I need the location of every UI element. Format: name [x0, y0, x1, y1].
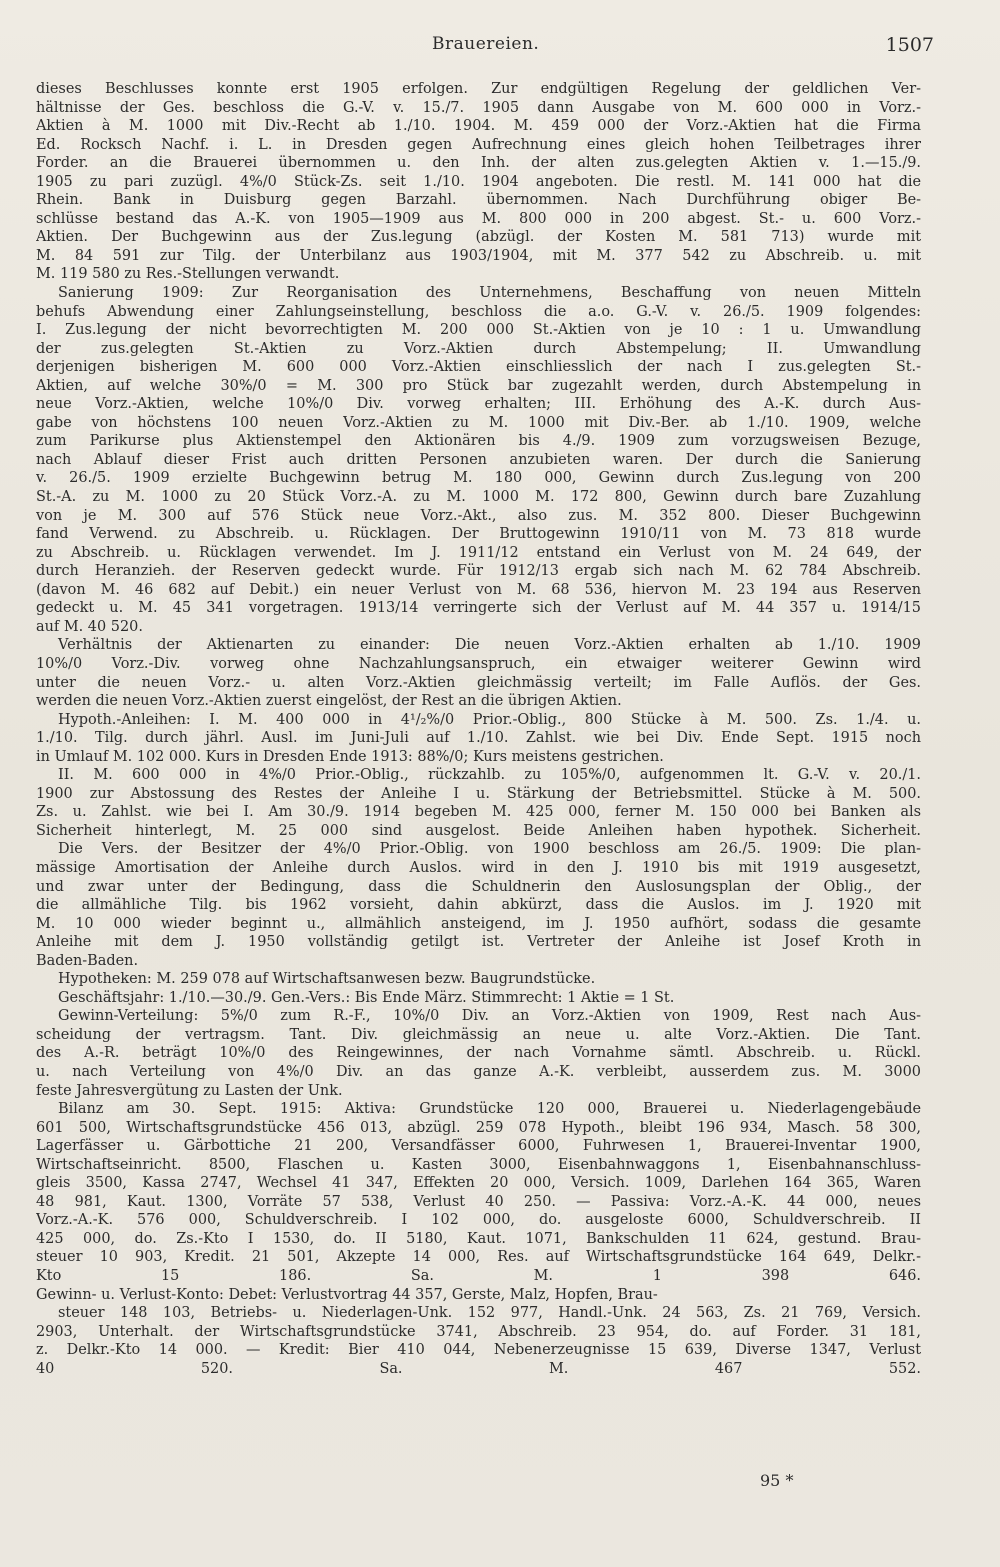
text-line: 48 981, Kaut. 1300, Vorräte 57 538, Verlust 40 250. — Passiva: Vorz.-A.-K. 44 000, neues: [36, 1193, 921, 1210]
text-line: des A.-R. beträgt 10%/0 des Reingewinnes, der nach Vornahme sämtl. Abschreib. u. Rückl.: [36, 1045, 921, 1062]
text-line: u. nach Verteilung von 4%/0 Div. an das ganze A.-K. verbleibt, ausserdem zus. M. 3000: [36, 1063, 921, 1080]
text-line: Sanierung 1909: Zur Reorganisation des Unternehmens, Beschaffung von neuen Mitteln: [58, 285, 921, 302]
text-line: Gewinn- u. Verlust-Konto: Debet: Verlustvortrag 44 357, Gerste, Malz, Hopfen, Brau-: [36, 1286, 658, 1303]
text-line: St.-A. zu M. 1000 zu 20 Stück Vorz.-A. zu M. 1000 M. 172 800, Gewinn durch bare Zuzahlung: [36, 489, 921, 506]
text-line: 1905 zu pari zuzügl. 4%/0 Stück-Zs. seit 1./10. 1904 angeboten. Die restl. M. 141 000 hat die: [36, 173, 921, 190]
text-line: M. 84 591 zur Tilg. der Unterbilanz aus 1903/1904, mit M. 377 542 zu Abschreib. u. mit: [36, 247, 921, 264]
text-line: feste Jahresvergütung zu Lasten der Unk.: [36, 1082, 343, 1099]
text-line: z. Delkr.-Kto 14 000. — Kredit: Bier 410 044, Nebenerzeugnisse 15 639, Diverse 1347, Verlust: [36, 1342, 921, 1359]
text-line: v. 26./5. 1909 erzielte Buchgewinn betrug M. 180 000, Gewinn durch Zus.legung von 200: [36, 470, 921, 487]
text-line: unter die neuen Vorz.- u. alten Vorz.-Aktien gleichmässig verteilt; im Falle Auflös. der Ges.: [36, 674, 921, 691]
text-line: 601 500, Wirtschaftsgrundstücke 456 013, abzügl. 259 078 Hypoth., bleibt 196 934, Masch. 58 300,: [36, 1119, 921, 1136]
text-line: dieses Beschlusses konnte erst 1905 erfolgen. Zur endgültigen Regelung der geldlichen Ver-: [36, 81, 921, 97]
text-line: behufs Abwendung einer Zahlungseinstellung, beschloss die a.o. G.-V. v. 26./5. 1909 folgendes:: [36, 303, 921, 320]
text-line: Die Vers. der Besitzer der 4%/0 Prior.-Oblig. von 1900 beschloss am 26./5. 1909: Die plan-: [58, 841, 921, 858]
section-title: Brauereien.: [432, 34, 540, 54]
text-line: Bilanz am 30. Sept. 1915: Aktiva: Grundstücke 120 000, Brauerei u. Niederlagengebäude: [58, 1101, 921, 1118]
text-line: mässige Amortisation der Anleihe durch Auslos. wird in den J. 1910 bis mit 1919 ausgesetzt,: [36, 859, 921, 876]
text-line: Anleihe mit dem J. 1950 vollständig getilgt ist. Vertreter der Anleihe ist Josef Kroth in: [36, 934, 921, 951]
text-line: II. M. 600 000 in 4%/0 Prior.-Oblig., rückzahlb. zu 105%/0, aufgenommen lt. G.-V. v. 20./1.: [58, 767, 921, 784]
text-line: Verhältnis der Aktienarten zu einander: Die neuen Vorz.-Aktien erhalten ab 1./10. 1909: [58, 637, 921, 654]
text-line: schlüsse bestand das A.-K. von 1905—1909 aus M. 800 000 in 200 abgest. St.- u. 600 Vorz.-: [36, 210, 921, 227]
text-line: nach Ablauf dieser Frist auch dritten Personen anzubieten waren. Der durch die Sanierung: [36, 451, 921, 468]
text-line: I. Zus.legung der nicht bevorrechtigten M. 200 000 St.-Aktien von je 10 : 1 u. Umwandlung: [36, 322, 921, 339]
text-line: 2903, Unterhalt. der Wirtschaftsgrundstücke 3741, Abschreib. 23 954, do. auf Forder. 31 181,: [36, 1323, 921, 1340]
text-line: steuer 148 103, Betriebs- u. Niederlagen-Unk. 152 977, Handl.-Unk. 24 563, Zs. 21 769, Versich.: [58, 1305, 921, 1322]
text-line: neue Vorz.-Aktien, welche 10%/0 Div. vorweg erhalten; III. Erhöhung des A.-K. durch Aus-: [36, 396, 921, 413]
text-line: Zs. u. Zahlst. wie bei I. Am 30./9. 1914 begeben M. 425 000, ferner M. 150 000 bei Banken als: [36, 804, 921, 821]
text-line: Ed. Rocksch Nachf. i. L. in Dresden gegen Aufrechnung eines gleich hohen Teilbetrages ihrer: [36, 136, 921, 153]
text-line: Aktien à M. 1000 mit Div.-Recht ab 1./10. 1904. M. 459 000 der Vorz.-Aktien hat die Firma: [36, 118, 921, 135]
text-line: 10%/0 Vorz.-Div. vorweg ohne Nachzahlungsanspruch, ein etwaiger weiterer Gewinn wird: [36, 655, 921, 672]
signature-mark: 95 *: [760, 1471, 794, 1490]
text-line: werden die neuen Vorz.-Aktien zuerst eingelöst, der Rest an die übrigen Aktien.: [36, 693, 622, 710]
text-line: durch Heranzieh. der Reserven gedeckt wurde. Für 1912/13 ergab sich nach M. 62 784 Abschreib.: [36, 563, 921, 580]
text-line: Hypotheken: M. 259 078 auf Wirtschaftsanwesen bezw. Baugrundstücke.: [58, 971, 596, 988]
text-line: Wirtschaftseinricht. 8500, Flaschen u. Kasten 3000, Eisenbahnwaggons 1, Eisenbahnanschluss-: [36, 1156, 921, 1173]
text-line: Hypoth.-Anleihen: I. M. 400 000 in 4¹/₂%/0 Prior.-Oblig., 800 Stücke à M. 500. Zs. 1./4. u.: [58, 711, 921, 728]
text-line: gabe von höchstens 100 neuen Vorz.-Aktien zu M. 1000 mit Div.-Ber. ab 1./10. 1909, welche: [36, 414, 921, 431]
page-number: 1507: [885, 34, 934, 56]
running-head: [0, 34, 1000, 60]
text-line: Gewinn-Verteilung: 5%/0 zum R.-F., 10%/0 Div. an Vorz.-Aktien von 1909, Rest nach Aus-: [58, 1008, 921, 1025]
article-body: [36, 80, 921, 1378]
text-line: in Umlauf M. 102 000. Kurs in Dresden Ende 1913: 88%/0; Kurs meistens gestrichen.: [36, 748, 664, 765]
text-line: gleis 3500, Kassa 2747, Wechsel 41 347, Effekten 20 000, Versich. 1009, Darlehen 164 365, Waren: [36, 1175, 921, 1192]
text-line: Aktien, auf welche 30%/0 = M. 300 pro Stück bar zugezahlt werden, durch Abstempelung in: [36, 377, 921, 394]
text-line: Lagerfässer u. Gärbottiche 21 200, Versandfässer 6000, Fuhrwesen 1, Brauerei-Inventar 1900,: [36, 1138, 921, 1155]
text-line: und zwar unter der Bedingung, dass die Schuldnerin den Auslosungsplan der Oblig., der: [36, 878, 921, 895]
text-line: gedeckt u. M. 45 341 vorgetragen. 1913/14 verringerte sich der Verlust auf M. 44 357 u. 1914/15: [36, 600, 921, 617]
text-line: Vorz.-A.-K. 576 000, Schuldverschreib. I 102 000, do. ausgeloste 6000, Schuldverschreib. II: [36, 1212, 921, 1229]
text-line: scheidung der vertragsm. Tant. Div. gleichmässig an neue u. alte Vorz.-Aktien. Die Tant.: [36, 1026, 921, 1043]
text-line: steuer 10 903, Kredit. 21 501, Akzepte 14 000, Res. auf Wirtschaftsgrundstücke 164 649, Delkr.-: [36, 1249, 921, 1266]
text-line: Sicherheit hinterlegt, M. 25 000 sind ausgelost. Beide Anleihen haben hypothek. Sicherheit.: [36, 822, 921, 839]
text-line: der zus.gelegten St.-Aktien zu Vorz.-Aktien durch Abstempelung; II. Umwandlung: [36, 340, 921, 357]
text-line: derjenigen bisherigen M. 600 000 Vorz.-Aktien einschliesslich der nach I zus.gelegten St.-: [36, 359, 921, 376]
text-line: auf M. 40 520.: [36, 618, 143, 635]
text-line: zu Abschreib. u. Rücklagen verwendet. Im J. 1911/12 entstand ein Verlust von M. 24 649, der: [36, 544, 921, 561]
text-line: hältnisse der Ges. beschloss die G.-V. v. 15./7. 1905 dann Ausgabe von M. 600 000 in Vorz.-: [36, 99, 921, 116]
text-line: M. 10 000 wieder beginnt u., allmählich ansteigend, im J. 1950 aufhört, sodass die gesamte: [36, 915, 921, 932]
text-line: 1./10. Tilg. durch jährl. Ausl. im Juni-Juli auf 1./10. Zahlst. wie bei Div. Ende Sept. 1915 noch: [36, 730, 921, 747]
text-line: 425 000, do. Zs.-Kto I 1530, do. II 5180, Kaut. 1071, Bankschulden 11 624, gestund. Brau-: [36, 1230, 921, 1247]
text-line: Geschäftsjahr: 1./10.—30./9. Gen.-Vers.: Bis Ende März. Stimmrecht: 1 Aktie = 1 St.: [58, 989, 675, 1006]
text-line: zum Parikurse plus Aktienstempel den Aktionären bis 4./9. 1909 zum vorzugsweisen Bezuge,: [36, 433, 921, 450]
text-line: 40 520. Sa. M. 467 552.: [36, 1360, 921, 1377]
text-line: M. 119 580 zu Res.-Stellungen verwandt.: [36, 266, 340, 283]
text-line: 1900 zur Abstossung des Restes der Anleihe I u. Stärkung der Betriebsmittel. Stücke à M. 500.: [36, 785, 921, 802]
text-line: von je M. 300 auf 576 Stück neue Vorz.-Akt., also zus. M. 352 800. Dieser Buchgewinn: [36, 507, 921, 524]
text-line: Baden-Baden.: [36, 952, 139, 969]
text-line: Rhein. Bank in Duisburg gegen Barzahl. übernommen. Nach Durchführung obiger Be-: [36, 192, 921, 209]
text-line: Kto 15 186. Sa. M. 1 398 646.: [36, 1268, 921, 1284]
text-line: (davon M. 46 682 auf Debit.) ein neuer Verlust von M. 68 536, hiervon M. 23 194 aus Reserven: [36, 581, 921, 598]
text-line: Aktien. Der Buchgewinn aus der Zus.legung (abzügl. der Kosten M. 581 713) wurde mit: [36, 229, 921, 246]
text-line: Forder. an die Brauerei übernommen u. den Inh. der alten zus.gelegten Aktien v. 1.—15./9.: [36, 155, 921, 172]
text-line: fand Verwend. zu Abschreib. u. Rücklagen. Der Bruttogewinn 1910/11 von M. 73 818 wurde: [36, 526, 921, 543]
text-line: die allmähliche Tilg. bis 1962 vorsieht, dahin abkürzt, dass die Auslos. im J. 1920 mit: [36, 897, 921, 914]
